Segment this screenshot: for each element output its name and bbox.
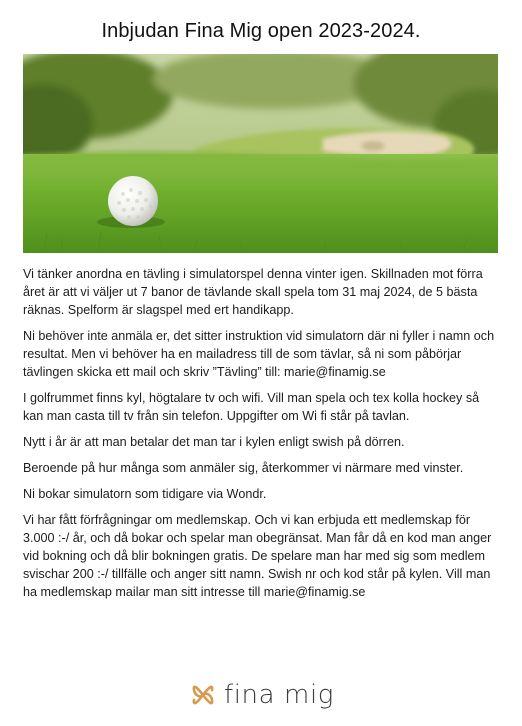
paragraph-golf-room: I golfrummet finns kyl, högtalare tv och wifi. Vill man spela och tex kolla hockey så kan man casta till tv från sin telefon. Uppgifter om Wi fi står på tavlan. (23, 391, 480, 423)
invitation-body (23, 265, 501, 609)
logo-wordmark: fina mig (223, 680, 334, 710)
paragraph-intro: Vi tänker anordna en tävling i simulatorspel denna vinter igen. Skillnaden mot förra året är att vi väljer ut 7 banor de tävlande skall spela tom 31 maj 2024, de 5 bästa räknas. Spelform är slagspel med ert handikapp. (23, 267, 483, 317)
paragraph-prizes: Beroende på hur många som anmäler sig, återkommer vi närmare med vinster. (23, 461, 464, 475)
infinity-knot-icon (188, 678, 218, 712)
paragraph-membership: Vi har fått förfrågningar om medlemskap. Och vi kan erbjuda ett medlemskap för 3.000 :-/ år, och då bokar och spelar man obegränsat. Man får då en kod man anger vid bokning och då blir bokningen gratis. De spelare man har med sig som medlem svischar 200 :-/ tillfälle och anger sitt namn. Swish nr och kod står på kylen. Vill man ha medlemskap mailar man sitt intresse till marie@finamig.se (23, 513, 492, 599)
paragraph-fridge-payment: Nytt i år är att man betalar det man tar i kylen enligt swish på dörren. (23, 435, 405, 449)
paragraph-registration: Ni behöver inte anmäla er, det sitter instruktion vid simulatorn där ni fyller i namn och resultat. Men vi behöver ha en mailadress till de som tävlar, så ni som påbörjar tävlingen skicka ett mail och skriv ”Tävling” till: marie@finamig.se (23, 329, 495, 379)
golf-ball-photo (23, 54, 498, 253)
fina-mig-logo (0, 678, 522, 712)
hero-golf-image (23, 54, 498, 253)
paragraph-booking: Ni bokar simulatorn som tidigare via Wondr. (23, 487, 267, 501)
page-title: Inbjudan Fina Mig open 2023-2024. (101, 20, 421, 42)
